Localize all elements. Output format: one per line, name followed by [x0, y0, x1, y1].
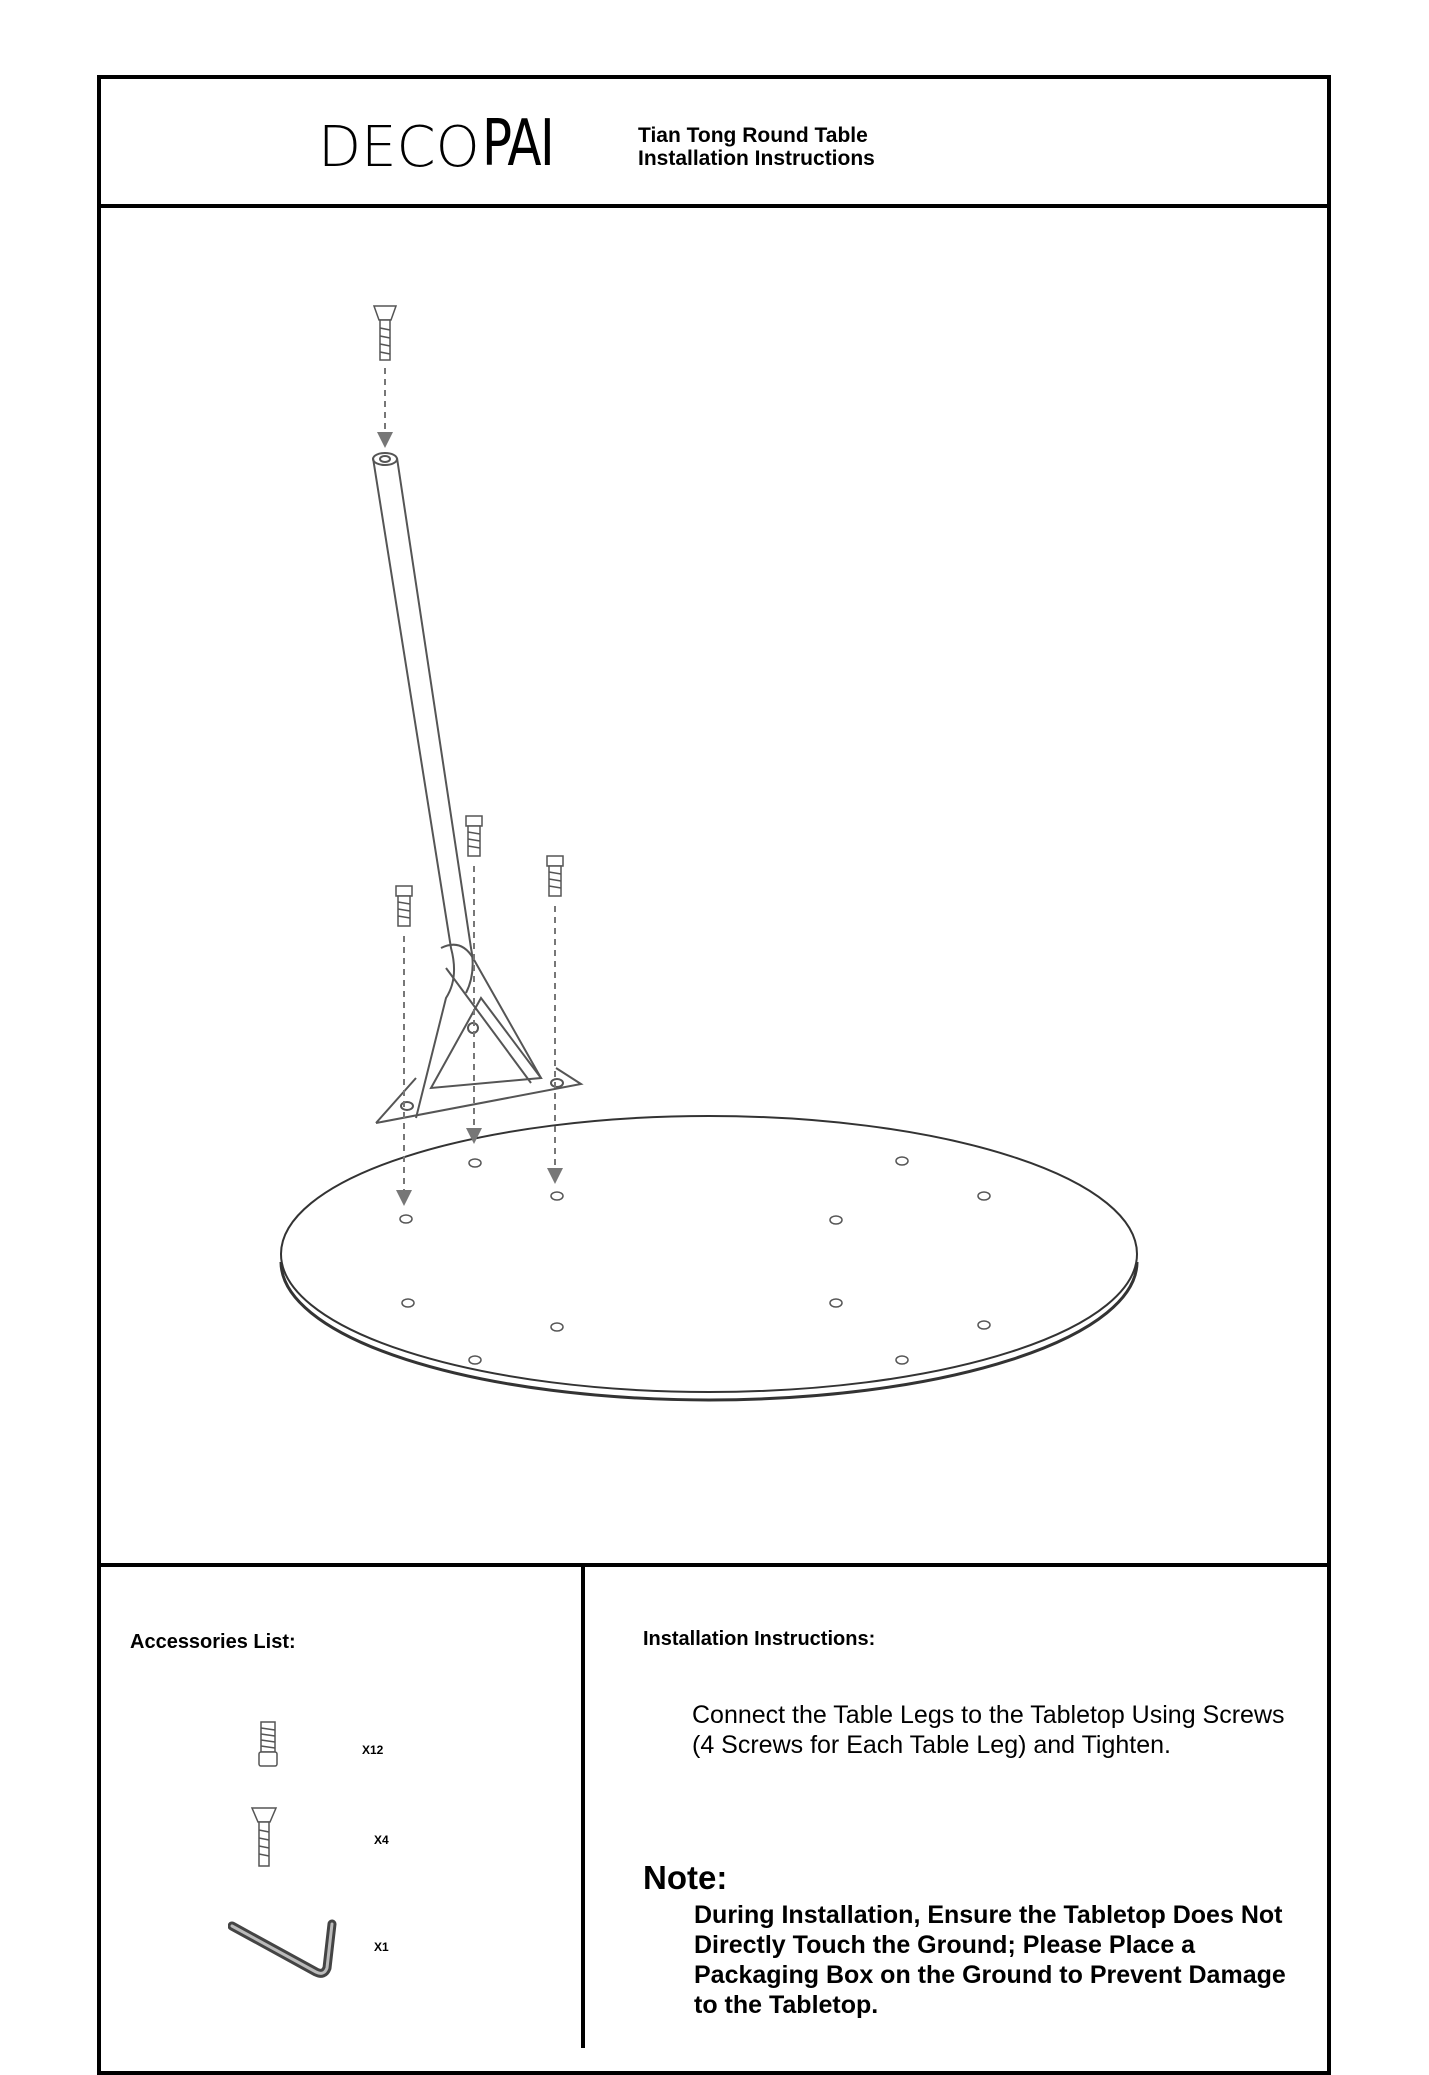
qty-allen-key: X1	[374, 1940, 389, 1954]
column-divider	[581, 1563, 585, 2048]
countersunk-screw-icon	[250, 1806, 278, 1870]
document-title	[638, 124, 875, 170]
logo-pai: PAI	[481, 107, 553, 181]
screws	[374, 306, 563, 926]
hex-socket-screw-icon	[256, 1720, 282, 1772]
guide-arrows	[385, 368, 555, 1198]
accessories-heading: Accessories List:	[130, 1631, 296, 1653]
qty-countersunk-screws: X4	[374, 1833, 389, 1847]
note-text: During Installation, Ensure the Tabletop Does Not Directly Touch the Ground; Please Place a Packaging Box on the Ground to Prevent Damage to the Tabletop.	[694, 1901, 1286, 2019]
title-line-1: Tian Tong Round Table	[638, 124, 868, 147]
logo-deco: DECO	[318, 115, 480, 180]
allen-key-icon	[228, 1918, 340, 1980]
brand-logo	[318, 107, 573, 181]
qty-hex-screws: X12	[362, 1743, 384, 1757]
note-title: Note:	[643, 1859, 728, 1896]
table-leg	[373, 453, 581, 1123]
instructions-heading: Installation Instructions:	[643, 1628, 876, 1650]
tabletop	[281, 1116, 1137, 1400]
title-line-2: Installation Instructions	[638, 147, 875, 170]
assembly-diagram	[101, 208, 1327, 1564]
instructions-text: Connect the Table Legs to the Tabletop Using Screws (4 Screws for Each Table Leg) and Tighten.	[692, 1701, 1285, 1759]
